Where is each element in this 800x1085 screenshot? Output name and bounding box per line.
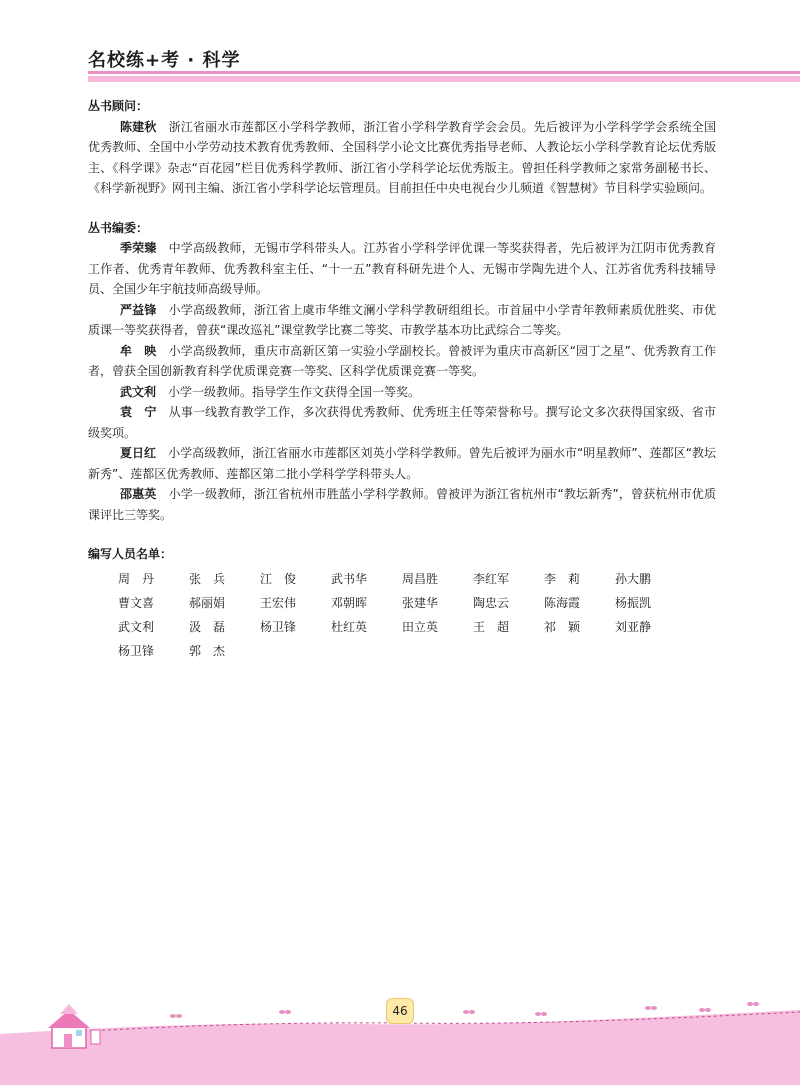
writer-name: 武文利 [118,619,155,634]
writers-heading: 编写人员名单： [88,547,173,561]
editor-bio: 中学高级教师，无锡市学科带头人。江苏省小学科学评优课一等奖获得者，先后被评为江阴市优秀教育工作者、优秀青年教师、优秀教科室主任、“十一五”教育科研先进个人、无锡市学陶先进个人、江苏省优秀科技辅导员、全国少年宇航技师高级导师。 [88,241,716,296]
writers-row [88,615,716,639]
editor-name: 袁 宁 [120,405,157,419]
writer-name: 郝丽娟 [189,595,226,610]
editor-entry [88,402,716,443]
writer-name: 王 超 [473,619,510,634]
editor-entry [88,300,716,341]
writer-name: 周昌胜 [402,571,439,586]
writer-name: 祁 颖 [544,619,581,634]
editor-entry [88,238,716,300]
writer-name: 郭 杰 [189,643,226,658]
writer-name: 陈海霞 [544,595,581,610]
writer-name: 武书华 [331,571,368,586]
writer-name: 刘亚静 [615,619,652,634]
writer-name: 王宏伟 [260,595,297,610]
editor-name: 武文利 [120,384,157,399]
advisor-heading: 丛书顾问： [88,99,149,113]
editor-bio: 小学高级教师，浙江省丽水市莲都区刘英小学科学教师。曾先后被评为丽水市“明星教师”、莲都区“教坛新秀”、莲都区优秀教师、莲都区第二批小学科学学科带头人。 [88,446,716,481]
writer-name: 孙大鹏 [615,571,652,586]
editors-heading: 丛书编委： [88,220,149,235]
editor-name: 季荣臻 [120,241,157,255]
writer-name: 曹文喜 [118,595,155,610]
writer-name: 陶忠云 [473,595,510,610]
writer-name: 邓朝晖 [331,595,368,610]
advisor-name: 陈建秋 [120,119,157,134]
sprout-icon [170,1002,759,1018]
writer-name: 杨卫锋 [260,619,297,634]
editor-entry [88,382,716,403]
writer-name: 张 兵 [189,571,226,586]
writers-row [88,591,716,615]
editor-bio: 小学一级教师。指导学生作文获得全国一等奖。 [168,384,421,399]
editor-bio: 小学高级教师，浙江省上虞市华维文澜小学科学教研组组长。市首届中小学青年教师素质优胜奖、市优质课一等奖获得者，曾获“课改巡礼”课堂教学比赛二等奖、市教学基本功比武综合二等奖。 [88,302,716,337]
house-icon [48,1004,100,1048]
advisor-bio: 浙江省丽水市莲都区小学科学教师，浙江省小学科学教育学会会员。先后被评为小学科学学会系统全国优秀教师、全国中小学劳动技术教育优秀教师、全国科学小论文比赛优秀指导老师、人教论坛小学科学教育论坛优秀版主、《科学课》杂志“百花园”栏目优秀科学教师、浙江省小学科学论坛优秀版主。曾担任科学教师之家常务副秘书长、《科学新视野》网刊主编、浙江省小学科学论坛管理员。目前担任中央电视台少儿频道《智慧树》节目科学实验顾问。 [88,119,716,195]
writer-name: 江 俊 [260,571,297,586]
writer-name: 周 丹 [118,571,155,586]
writer-name: 张建华 [402,595,439,610]
page-number: 46 [386,998,414,1024]
writer-name: 李红军 [473,571,510,586]
writer-name: 杨卫锋 [118,643,155,658]
header-title: 名校练+考 · 科学 [88,50,241,71]
writer-name: 杨振凯 [615,595,652,610]
editor-name: 邵惠英 [120,487,157,501]
page-content [88,96,716,663]
writers-list [88,567,716,663]
writer-name: 汲 磊 [189,619,226,634]
editor-entry [88,443,716,484]
editor-name: 严益锋 [120,302,157,317]
editor-entry [88,341,716,382]
header-divider [88,71,800,74]
writers-row [88,639,716,663]
advisor-entry [88,117,716,199]
editor-bio: 从事一线教育教学工作，多次获得优秀教师、优秀班主任等荣誉称号。撰写论文多次获得国家级、省市级奖项。 [88,405,716,440]
editor-name: 夏日红 [120,446,157,460]
editor-entry [88,484,716,525]
writer-name: 杜红英 [331,619,368,634]
editor-bio: 小学高级教师，重庆市高新区第一实验小学副校长。曾被评为重庆市高新区“园丁之星”、优秀教育工作者，曾获全国创新教育科学优质课竞赛一等奖、区科学优质课竞赛一等奖。 [88,343,716,378]
header-band [88,76,800,82]
writer-name: 李 莉 [544,571,581,586]
editor-bio: 小学一级教师，浙江省杭州市胜蓝小学科学教师。曾被评为浙江省杭州市“教坛新秀”，曾获杭州市优质课评比三等奖。 [88,487,716,522]
editor-name: 牟 映 [120,343,157,358]
writers-row [88,567,716,591]
writer-name: 田立英 [402,619,439,634]
